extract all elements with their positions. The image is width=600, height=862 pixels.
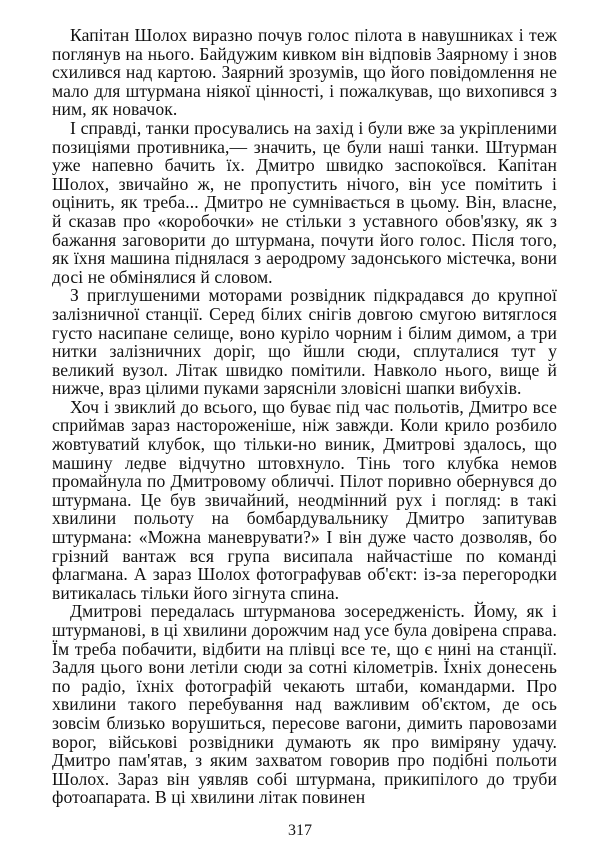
paragraph-4: Хоч і звиклий до всього, що буває під час польотів, Дмитро все сприймав зараз настороженіше, ніж завжди. Коли крило розбило жовтуватий клубок, що тільки-но виник, Дмитрові здалось, що машину ледве відчутно штовхнуло. Тінь того клубка немов промайнула по Дмитровому обличчі. Пілот поривно обернувся до штурмана. Це був звичайний, неодмінний рух і погляд: в такі хвилини польоту на бомбардувальнику Дмитро запитував штурмана: «Можна маневрувати?» І він дуже часто дозволяв, бо грізний вантаж вся група висипала найчастіше по команді флагмана. А зараз Шолох фотографував об'єкт: із-за перегородки витикалась тільки його зігнута спина. xyxy=(52,396,557,603)
paragraph-5: Дмитрові передалась штурманова зосередженість. Йому, як і штурманові, в ці хвилини дорожчим над усе була довірена справа. Їм треба побачити, відбити на плівці все те, що є нині на станції. Задля цього вони летіли сюди за сотні кілометрів. Їхніх донесень по радіо, їхніх фотографій чекають штаби, командарми. Про хвилини такого перебування над важливим об'єктом, де ось зовсім близько ворушиться, пересове вагони, димить паровозами ворог, військові розвідники думають як про виміряну удачу. Дмитро пам'ятав, з яким захватом говорив про подібні польоти Шолох. Зараз він уявляв собі штурмана, прикипілого до труби фотоапарата. В ці хвилини літак повинен xyxy=(52,601,557,808)
paragraph-1: Капітан Шолох виразно почув голос пілота в навушниках і теж поглянув на нього. Байдужим кивком він відповів Заярному і знов схилився над картою. Заярний зрозумів, що його повідомлення не мало для штурмана ніякої цінності, і пожалкував, що вихопився з ним, як новачок. xyxy=(52,25,557,120)
paragraph-2: І справді, танки просувались на захід і були вже за укріпленими позиціями противника,— значить, це були наші танки. Штурман уже напевно бачить їх. Дмитро швидко заспокоївся. Капітан Шолох, звичайно ж, не пропустить нічого, він усе помітить і оцінить, як треба... Дмитро не сумнівається в цьому. Він, власне, й сказав про «коробочки» не стільки з уставного обов'язку, як з бажання заговорити до штурмана, почути його голос. Після того, як їхня машина піднялася з аеродрому задонського містечка, вони досі не обмінялися й словом. xyxy=(52,117,557,287)
paragraph-3: З приглушеними моторами розвідник підкрадався до крупної залізничної станції. Серед білих снігів довгою смугою витяглося густо насипане селище, воно куріло чорним і білим димом, а три нитки залізничних доріг, що йшли сюди, сплуталися тут у великий вузол. Літак швидко помітили. Навколо нього, вище й нижче, враз цілими пуками зарясніли зловісні шапки вибухів. xyxy=(52,285,557,399)
page-number: 317 xyxy=(288,822,312,839)
page-text-block xyxy=(52,26,557,816)
